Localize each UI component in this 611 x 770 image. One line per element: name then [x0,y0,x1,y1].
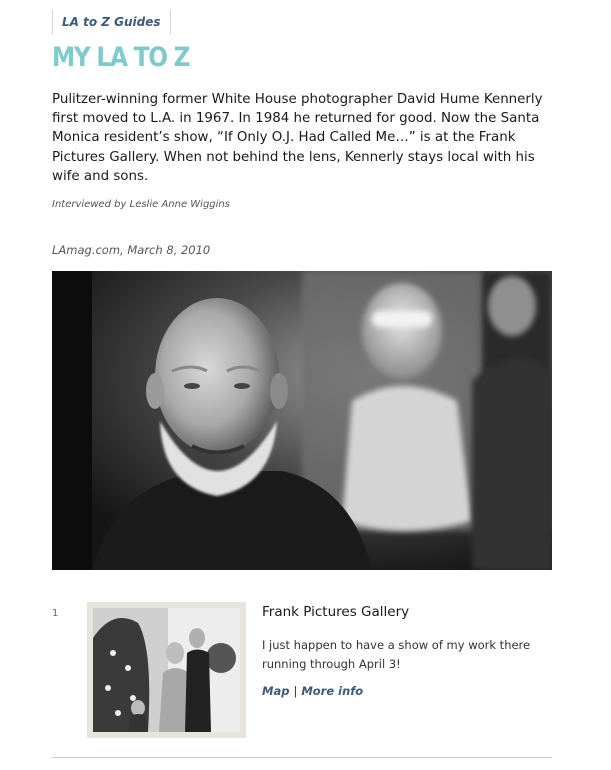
intro-text: Pulitzer-winning former White House photographer David Hume Kennerly first moved to L.A. in 1967. In 1984 he returned for good. Now the Santa Monica resident’s show, “If Only O.J. Had Called Me…” is at the Frank Pictures Gallery. When not behind the lens, Kennerly stays local with his wife and sons. [52,92,543,184]
item-number: 1 [52,608,59,619]
item-thumbnail[interactable] [87,602,246,738]
dateline: LAmag.com, March 8, 2010 [52,243,211,257]
divider [52,757,552,758]
more-info-link[interactable]: More info [301,684,364,698]
section-tag-link[interactable]: LA to Z Guides [62,15,161,29]
item-links [262,684,363,698]
section-tag [52,10,171,34]
item-title: Frank Pictures Gallery [262,604,410,620]
list-item [0,598,611,748]
byline: Interviewed by Leslie Anne Wiggins [52,199,230,210]
link-separator: | [293,684,298,698]
page-title: MY LA TO Z [52,42,190,73]
hero-photo [52,271,552,570]
item-description: I just happen to have a show of my work there running through April 3! [262,638,531,671]
map-link[interactable]: Map [262,684,290,698]
